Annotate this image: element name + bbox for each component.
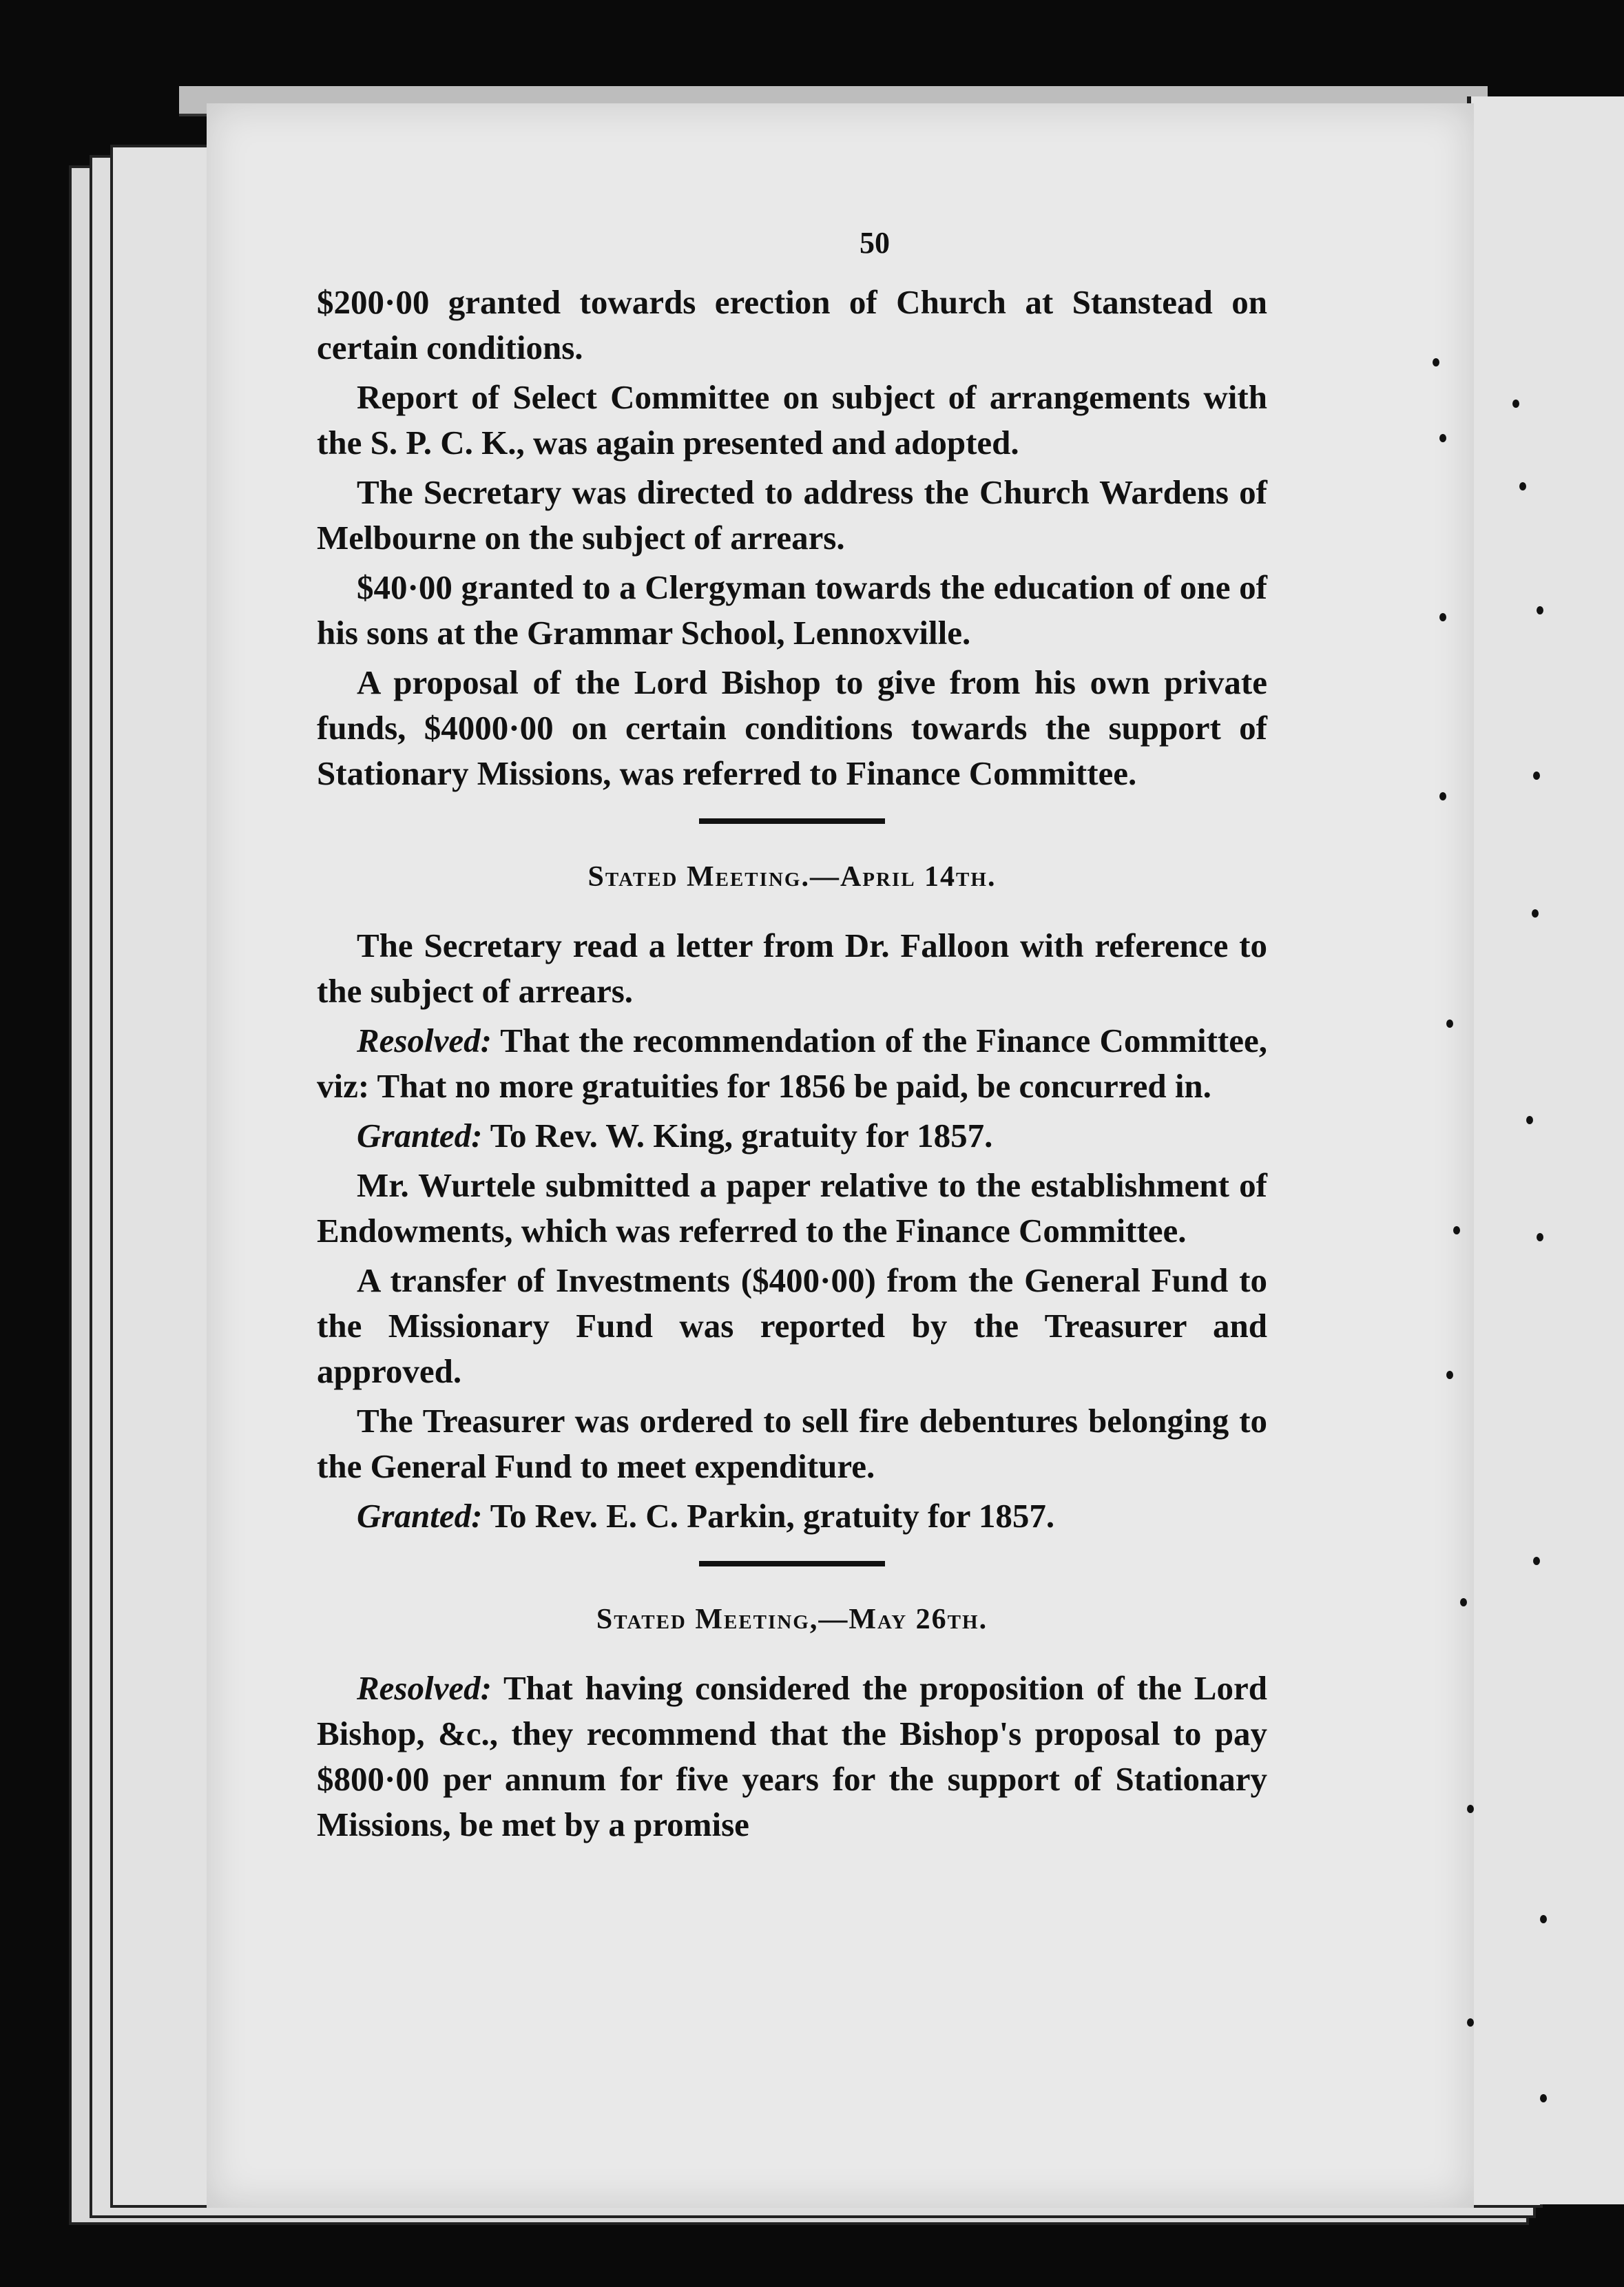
paragraph: A proposal of the Lord Bishop to give from his own private funds, $4000·00 on certain conditions towards the support of Stationary Missions, was referred to Finance Committee.: [317, 663, 1267, 792]
granted-label: Granted:: [357, 1117, 483, 1155]
section-heading: Stated Meeting,—May 26th.: [596, 1604, 988, 1635]
paragraph: [317, 1666, 1267, 1848]
paragraph: Mr. Wurtele submitted a paper relative to the establishment of Endowments, which was referred to the Finance Committee.: [317, 1166, 1267, 1250]
paragraph-text: That the recommendation of the Finance Committee, viz: That no more gratuities for 1856 be paid, be concurred in.: [317, 1022, 1267, 1105]
paragraph: The Secretary read a letter from Dr. Falloon with reference to the subject of arrears.: [317, 927, 1267, 1010]
paragraph: The Secretary was directed to address the Church Wardens of Melbourne on the subject of arrears.: [317, 473, 1267, 557]
granted-label: Granted:: [357, 1497, 483, 1535]
paragraph: $200·00 granted towards erection of Church at Stanstead on certain conditions.: [317, 283, 1267, 366]
paragraph: A transfer of Investments ($400·00) from the General Fund to the Missionary Fund was reported by the Treasurer and approved.: [317, 1261, 1267, 1390]
section-divider: [699, 1561, 885, 1566]
adjacent-page: [1467, 96, 1624, 2204]
section-heading: Stated Meeting.—April 14th.: [587, 861, 997, 893]
resolved-label: Resolved:: [357, 1669, 492, 1707]
paragraph: [317, 1493, 1267, 1539]
page-text: [317, 220, 1267, 1852]
paragraph-text: That having considered the proposition of the Lord Bishop, &c., they recommend that the Bishop's proposal to pay $800·00 per annum for five years for the support of Stationary Missions, be met by a promise: [317, 1669, 1267, 1843]
paragraph-text: To Rev. W. King, gratuity for 1857.: [482, 1117, 993, 1155]
paragraph: Report of Select Committee on subject of arrangements with the S. P. C. K., was again presented and adopted.: [317, 378, 1267, 462]
paragraph: [317, 1018, 1267, 1109]
paragraph: The Treasurer was ordered to sell fire debentures belonging to the General Fund to meet expenditure.: [317, 1402, 1267, 1485]
paragraph-text: To Rev. E. C. Parkin, gratuity for 1857.: [482, 1497, 1055, 1535]
section-divider: [699, 818, 885, 824]
page-number: 50: [860, 226, 890, 260]
paragraph: $40·00 granted to a Clergyman towards the education of one of his sons at the Grammar School, Lennoxville.: [317, 568, 1267, 652]
resolved-label: Resolved:: [357, 1022, 492, 1059]
paragraph: [317, 1113, 1267, 1159]
